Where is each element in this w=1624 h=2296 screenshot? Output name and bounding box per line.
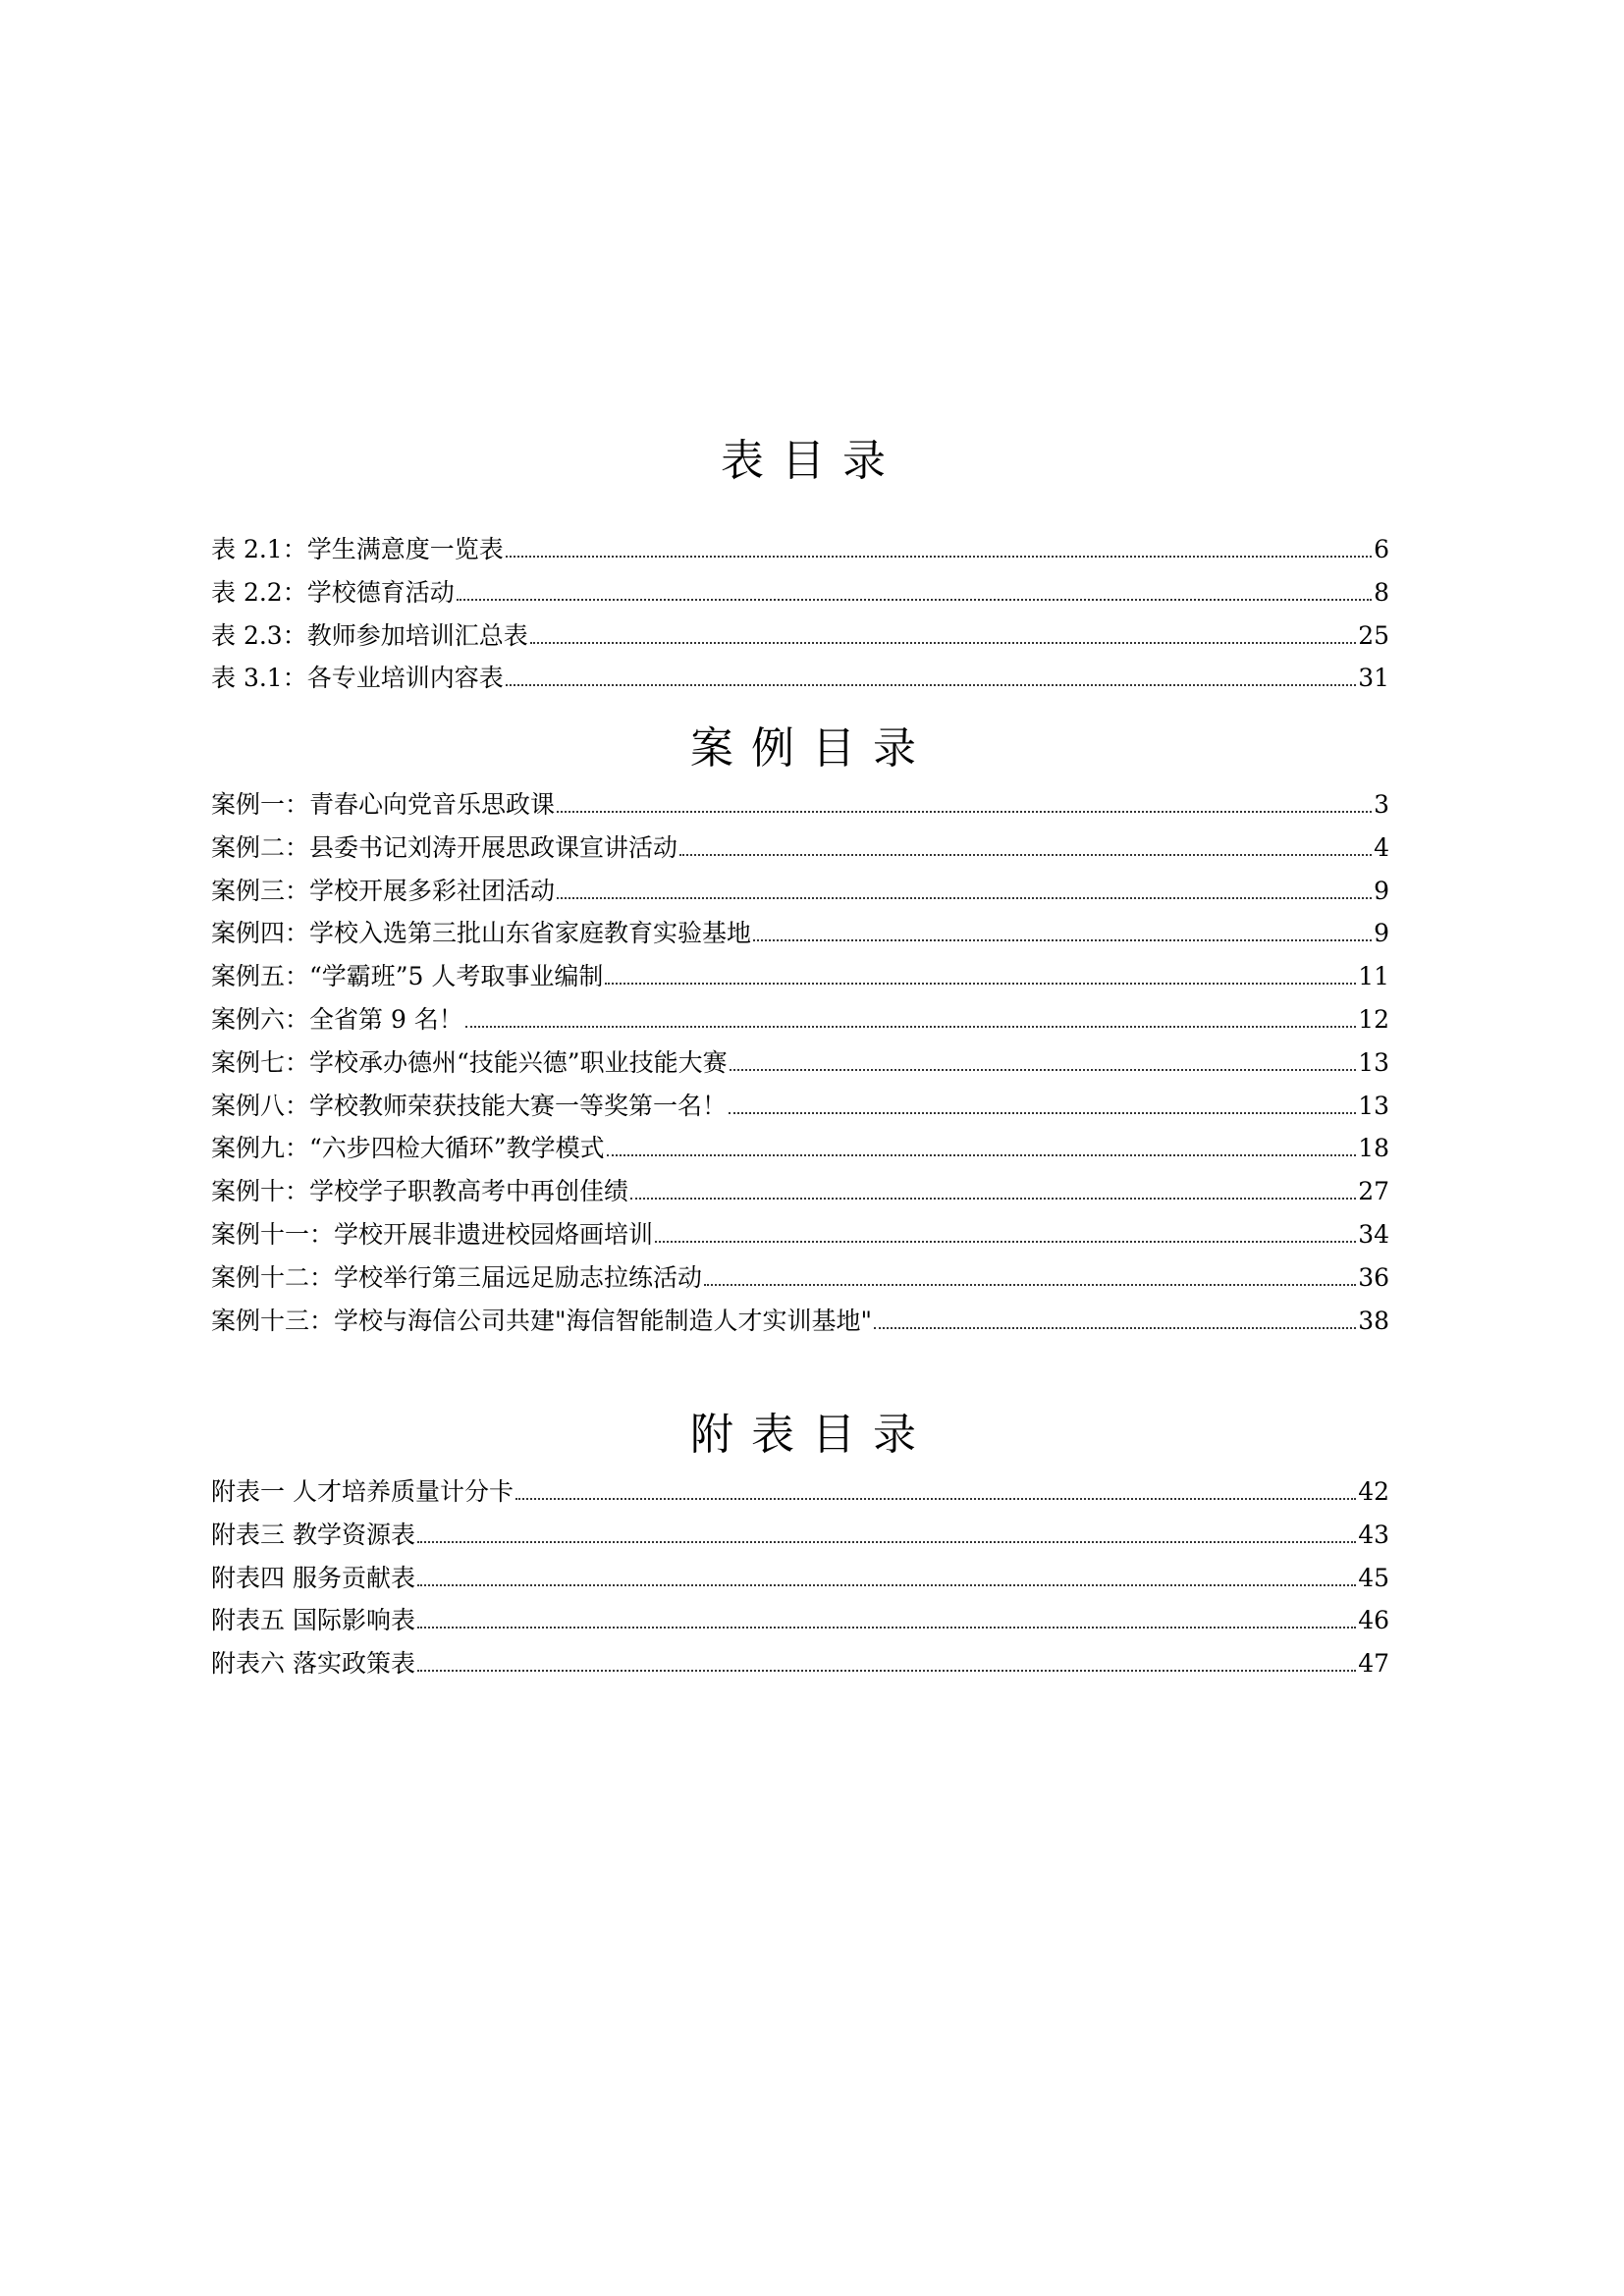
toc-entry[interactable] <box>211 1644 1389 1687</box>
toc-entry-label: 案例十二：学校举行第三届远足励志拉练活动 <box>211 1262 703 1292</box>
cases-toc-list <box>211 785 1389 1344</box>
toc-entry-page-number: 25 <box>1358 620 1389 650</box>
toc-entry-page-number: 31 <box>1358 664 1389 693</box>
toc-entry[interactable] <box>211 530 1389 573</box>
toc-entry[interactable] <box>211 1215 1389 1258</box>
dot-leader <box>506 683 1356 686</box>
toc-entry-page-number: 42 <box>1358 1477 1389 1506</box>
toc-entry-label: 表 2.1：学生满意度一览表 <box>211 535 504 563</box>
toc-entry-label: 案例五：“学霸班”5 人考取事业编制 <box>211 962 604 991</box>
toc-entry-label: 案例十：学校学子职教高考中再创佳绩 <box>211 1177 629 1206</box>
toc-entry[interactable] <box>211 1559 1389 1602</box>
dot-leader <box>557 896 1372 899</box>
toc-entry-label: 附表一 人才培养质量计分卡 <box>211 1477 514 1506</box>
toc-entry-page-number: 12 <box>1358 1004 1389 1034</box>
dot-leader <box>729 1111 1356 1114</box>
toc-entry-page-number: 4 <box>1374 832 1389 862</box>
toc-entry[interactable] <box>211 1129 1389 1172</box>
toc-entry[interactable] <box>211 1000 1389 1043</box>
toc-entry[interactable] <box>211 828 1389 872</box>
toc-entry[interactable] <box>211 872 1389 915</box>
toc-entry-page-number: 34 <box>1358 1219 1389 1249</box>
toc-entry[interactable] <box>211 1601 1389 1644</box>
appendix-toc-list <box>211 1472 1389 1687</box>
toc-entry-page-number: 38 <box>1358 1306 1389 1335</box>
toc-entry[interactable] <box>211 1043 1389 1087</box>
toc-entry[interactable] <box>211 785 1389 828</box>
dot-leader <box>506 555 1372 558</box>
toc-entry-label: 附表四 服务贡献表 <box>211 1563 415 1592</box>
dot-leader <box>515 1497 1356 1500</box>
dot-leader <box>457 598 1372 601</box>
toc-entry-label: 表 2.2：学校德育活动 <box>211 577 455 607</box>
toc-entry[interactable] <box>211 1516 1389 1559</box>
toc-entry-label: 案例七：学校承办德州“技能兴德”职业技能大赛 <box>211 1047 728 1077</box>
dot-leader <box>607 1153 1357 1156</box>
toc-entry-label: 案例三：学校开展多彩社团活动 <box>211 876 556 905</box>
toc-entry-page-number: 11 <box>1358 962 1389 991</box>
toc-entry-page-number: 9 <box>1374 919 1389 948</box>
toc-entry-page-number: 9 <box>1374 876 1389 905</box>
dot-leader <box>417 1540 1356 1543</box>
dot-leader <box>417 1583 1356 1586</box>
toc-entry-page-number: 13 <box>1358 1091 1389 1120</box>
toc-entry[interactable] <box>211 957 1389 1000</box>
toc-entry-label: 案例四：学校入选第三批山东省家庭教育实验基地 <box>211 919 752 948</box>
dot-leader <box>753 938 1372 941</box>
toc-entry-label: 附表三 教学资源表 <box>211 1520 415 1549</box>
toc-entry-page-number: 47 <box>1358 1649 1389 1679</box>
toc-entry-page-number: 8 <box>1374 577 1389 607</box>
toc-entry-page-number: 43 <box>1358 1520 1389 1549</box>
toc-entry[interactable] <box>211 1472 1389 1516</box>
toc-entry-page-number: 27 <box>1358 1177 1389 1206</box>
toc-entry-page-number: 18 <box>1358 1134 1389 1163</box>
toc-entry[interactable] <box>211 914 1389 957</box>
dot-leader <box>679 853 1372 856</box>
toc-entry[interactable] <box>211 616 1389 660</box>
toc-entry[interactable] <box>211 1172 1389 1215</box>
toc-entry-page-number: 46 <box>1358 1606 1389 1635</box>
toc-entry-page-number: 13 <box>1358 1047 1389 1077</box>
dot-leader <box>605 982 1356 985</box>
toc-entry[interactable] <box>211 1302 1389 1345</box>
cases-toc-title: 案例目录 <box>690 723 934 774</box>
dot-leader <box>730 1068 1357 1071</box>
toc-entry-label: 案例九：“六步四检大循环”教学模式 <box>211 1134 605 1163</box>
toc-entry[interactable] <box>211 573 1389 616</box>
dot-leader <box>704 1283 1356 1286</box>
toc-entry-label: 案例八：学校教师荣获技能大赛一等奖第一名！ <box>211 1091 728 1120</box>
dot-leader <box>630 1197 1356 1200</box>
toc-entry-page-number: 6 <box>1374 535 1389 563</box>
toc-entry-label: 附表六 落实政策表 <box>211 1649 415 1679</box>
dot-leader <box>530 641 1356 644</box>
tables-toc-title: 表目录 <box>721 436 903 486</box>
toc-entry-label: 案例十一：学校开展非遗进校园烙画培训 <box>211 1219 654 1249</box>
toc-entry-label: 附表五 国际影响表 <box>211 1606 415 1635</box>
dot-leader <box>417 1669 1356 1672</box>
dot-leader <box>655 1240 1356 1243</box>
toc-entry-label: 案例二：县委书记刘涛开展思政课宣讲活动 <box>211 832 678 862</box>
dot-leader <box>557 810 1372 813</box>
toc-entry[interactable] <box>211 659 1389 702</box>
toc-entry-label: 表 3.1：各专业培训内容表 <box>211 664 504 693</box>
toc-entry-label: 案例六：全省第 9 名！ <box>211 1004 463 1034</box>
toc-entry-page-number: 45 <box>1358 1563 1389 1592</box>
toc-entry-page-number: 36 <box>1358 1262 1389 1292</box>
dot-leader <box>465 1025 1356 1028</box>
toc-entry-label: 案例一：青春心向党音乐思政课 <box>211 790 556 819</box>
dot-leader <box>417 1626 1356 1629</box>
toc-entry[interactable] <box>211 1258 1389 1302</box>
appendix-toc-title: 附表目录 <box>690 1410 934 1460</box>
tables-toc-list <box>211 530 1389 702</box>
toc-entry-page-number: 3 <box>1374 790 1389 819</box>
toc-entry-label: 案例十三：学校与海信公司共建"海信智能制造人才实训基地" <box>211 1306 873 1335</box>
toc-entry-label: 表 2.3：教师参加培训汇总表 <box>211 620 528 650</box>
toc-entry[interactable] <box>211 1087 1389 1130</box>
dot-leader <box>874 1326 1356 1329</box>
